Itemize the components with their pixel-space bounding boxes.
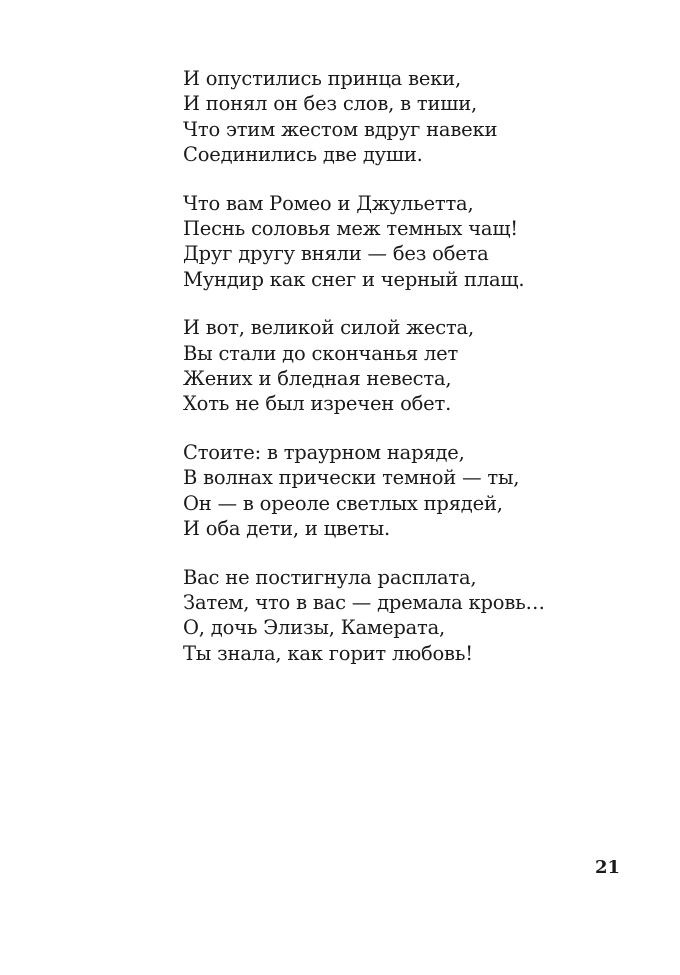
poem-line: Что вам Ромео и Джульетта, (183, 191, 474, 215)
poem-line: Жених и бледная невеста, (183, 367, 452, 391)
stanza-2 (183, 191, 603, 293)
poem-line: И оба дети, и цветы. (183, 517, 390, 541)
poem-line: Стоите: в траурном наряде, (183, 440, 465, 464)
stanza-1 (183, 66, 603, 168)
stanza-5 (183, 565, 603, 667)
poem-line: Мундир как снег и черный плащ. (183, 267, 525, 291)
stanza-3 (183, 315, 603, 417)
poem-line: Он — в ореоле светлых прядей, (183, 491, 503, 515)
stanza-4 (183, 440, 603, 542)
page-number: 21 (594, 857, 620, 878)
poem-line: Хоть не был изречен обет. (183, 392, 452, 416)
poem-line: Затем, что в вас — дремала кровь… (183, 590, 545, 614)
poem-line: О, дочь Элизы, Камерата, (183, 616, 446, 640)
poem-line: И вот, великой силой жеста, (183, 316, 474, 340)
poem-line: И понял он без слов, в тиши, (183, 92, 477, 116)
poem-text (183, 66, 603, 689)
poem-line: В волнах прически темной — ты, (183, 466, 520, 490)
poem-line: Соединились две души. (183, 143, 423, 167)
poem-line: Вас не постигнула расплата, (183, 565, 477, 589)
poem-line: Что этим жестом вдруг навеки (183, 117, 498, 141)
poem-line: Песнь соловья меж темных чащ! (183, 217, 518, 241)
poem-line: Ты знала, как горит любовь! (183, 641, 473, 665)
poem-line: И опустились принца веки, (183, 67, 461, 90)
poem-line: Друг другу вняли — без обета (183, 242, 489, 266)
poem-line: Вы стали до скончанья лет (183, 341, 459, 365)
